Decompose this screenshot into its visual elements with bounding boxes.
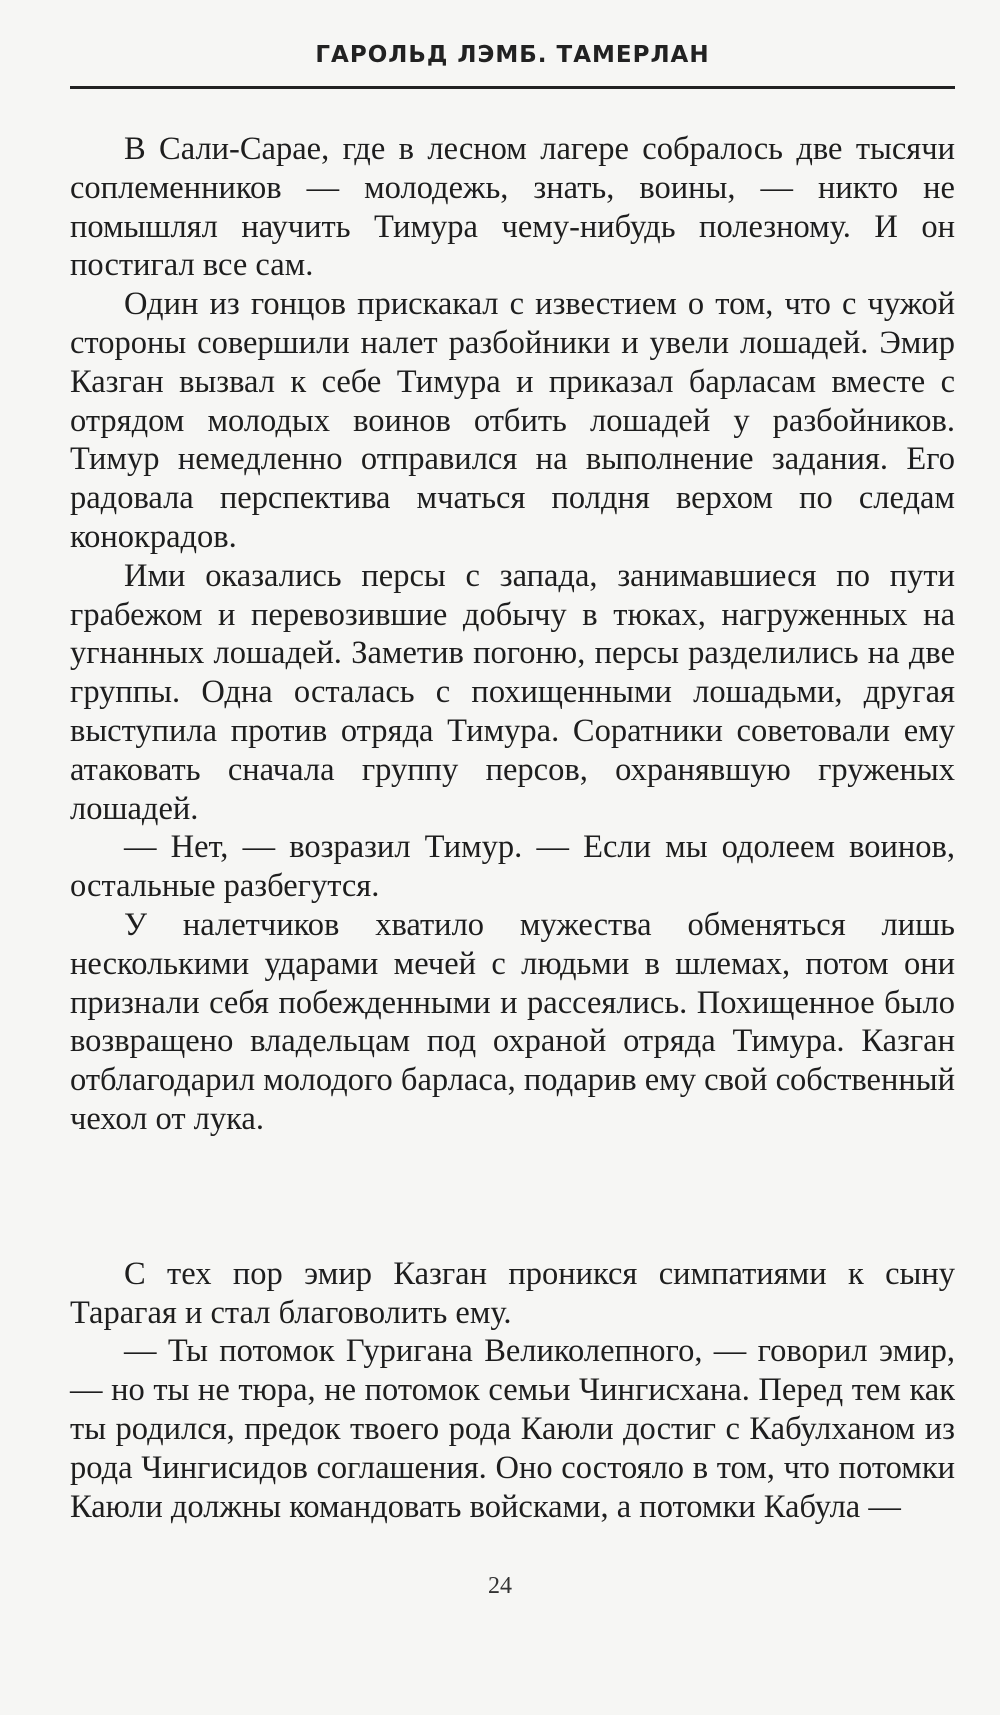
- body-text: [70, 130, 955, 1526]
- paragraph: В Сали-Сарае, где в лесном лагере собралось две тысячи соплеменников — молодежь, знать, воины, — никто не помышлял научить Тимура чему-нибудь полезному. И он постигал все сам.: [70, 131, 955, 284]
- section-break: [70, 1139, 955, 1255]
- page-number: 24: [488, 1573, 512, 1599]
- header-rule: [70, 86, 955, 89]
- paragraph: У налетчиков хватило мужества обменяться лишь несколькими ударами мечей с людьми в шлемах, потом они признали себя побежденными и рассеялись. Похищенное было возвращено владельцам под охраной отряда Тимура. Казган отблагодарил молодого барласа, подарив ему свой собственный чехол от лука.: [70, 906, 955, 1137]
- running-head: ГАРОЛЬД ЛЭМБ. ТАМЕРЛАН: [315, 42, 710, 68]
- paragraph: — Ты потомок Гуригана Великолепного, — говорил эмир, — но ты не тюра, не потомок семьи Чингисхана. Перед тем как ты родился, предок твоего рода Каюли достиг с Кабулханом из рода Чингисидов соглашения. Оно состояло в том, что потомки Каюли должны командовать войсками, а потомки Кабула —: [70, 1333, 955, 1525]
- paragraph: — Нет, — возразил Тимур. — Если мы одолеем воинов, остальные разбегутся.: [70, 829, 955, 905]
- paragraph: Ими оказались персы с запада, занимавшиеся по пути грабежом и перевозившие добычу в тюках, нагруженных на угнанных лошадей. Заметив погоню, персы разделились на две группы. Одна осталась с похищенными лошадьми, другая выступила против отряда Тимура. Соратники советовали ему атаковать сначала группу персов, охранявшую груженых лошадей.: [70, 557, 955, 827]
- paragraph: С тех пор эмир Казган проникся симпатиями к сыну Тарагая и стал благоволить ему.: [70, 1255, 955, 1331]
- paragraph: Один из гонцов прискакал с известием о том, что с чужой стороны совершили налет разбойники и увели лошадей. Эмир Казган вызвал к себе Тимура и приказал барласам вместе с отрядом молодых воинов отбить лошадей у разбойников. Тимур немедленно отправился на выполнение задания. Его радовала перспектива мчаться полдня верхом по следам конокрадов.: [70, 286, 955, 555]
